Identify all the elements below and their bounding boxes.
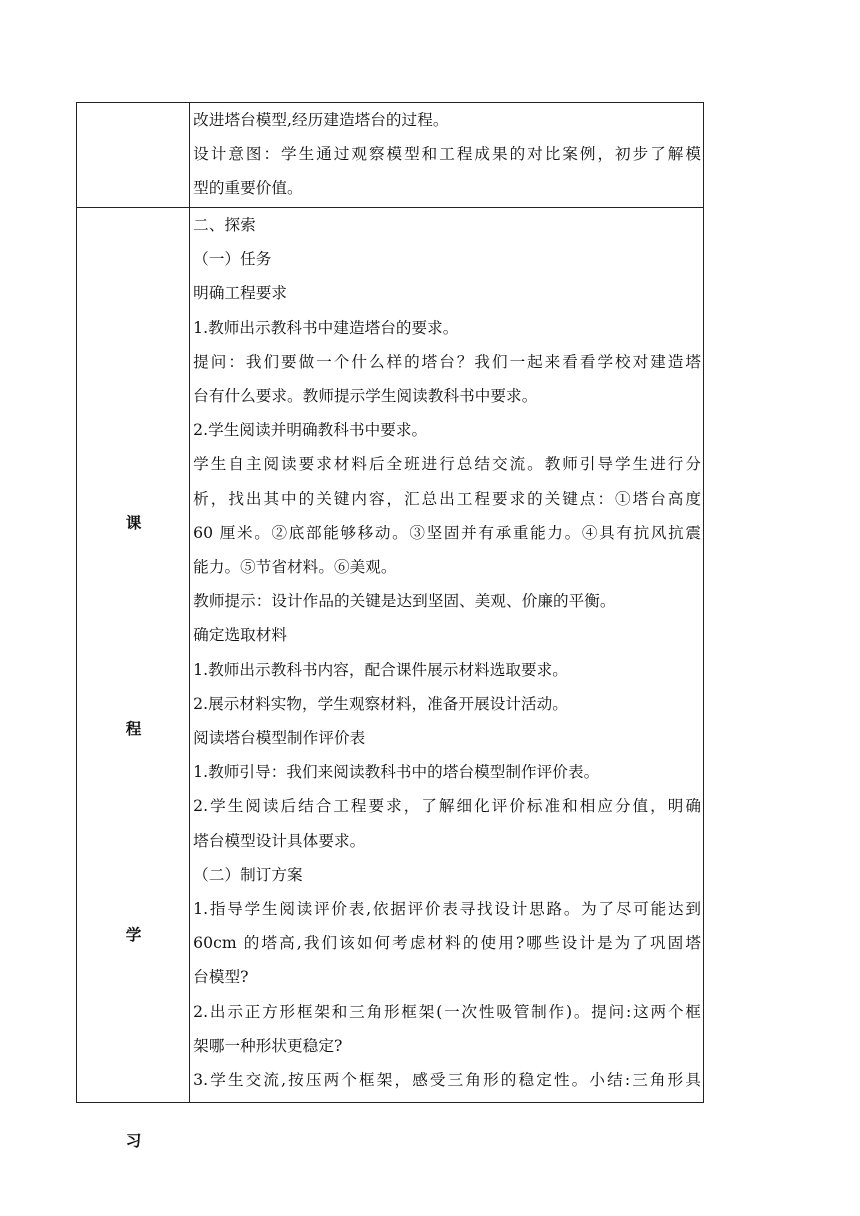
content-cell xyxy=(190,208,704,1103)
text-line: 提问：我们要做一个什么样的塔台？我们一起来看看学校对建造塔 xyxy=(193,352,701,371)
content-cell xyxy=(190,103,704,208)
row-label-char: 学 xyxy=(125,926,142,944)
text-line: 学生自主阅读要求材料后全班进行总结交流。教师引导学生进行分 xyxy=(193,455,701,474)
text-line: 台有什么要求。教师提示学生阅读教科书中要求。 xyxy=(193,387,538,406)
text-line: 设计意图：学生通过观察模型和工程成果的对比案例，初步了解模 xyxy=(193,145,701,164)
text-line: 60 厘米。②底部能够移动。③坚固并有承重能力。④具有抗风抗震 xyxy=(193,523,701,542)
text-line: 教师提示：设计作品的关键是达到坚固、美观、价廉的平衡。 xyxy=(193,592,616,611)
text-line: 1.教师引导：我们来阅读教科书中的塔台模型制作评价表。 xyxy=(193,763,600,782)
text-line: （一）任务 xyxy=(193,250,272,269)
text-line: （二）制订方案 xyxy=(193,865,303,884)
text-line: 改进塔台模型,经历建造塔台的过程。 xyxy=(193,111,449,129)
text-line: 台模型? xyxy=(193,968,249,987)
lesson-plan-table xyxy=(76,102,704,1150)
text-line: 析，找出其中的关键内容，汇总出工程要求的关键点：①塔台高度 xyxy=(193,489,701,508)
text-line: 架哪一种形状更稳定? xyxy=(193,1036,343,1055)
row-label-char: 习 xyxy=(125,1132,142,1150)
row-label-char: 程 xyxy=(125,720,142,738)
table-row xyxy=(77,103,704,208)
text-line: 3.学生交流,按压两个框架，感受三角形的稳定性。小结:三角形具 xyxy=(193,1071,701,1090)
text-line: 2.学生阅读并明确教科书中要求。 xyxy=(193,421,428,440)
text-line: 明确工程要求 xyxy=(193,284,288,303)
text-line: 2.出示正方形框架和三角形框架(一次性吸管制作)。提问:这两个框 xyxy=(193,1002,701,1021)
text-line: 二、探索 xyxy=(193,216,256,234)
row-label-char: 课 xyxy=(125,514,142,532)
text-line: 2.展示材料实物，学生观察材料，准备开展设计活动。 xyxy=(193,694,568,713)
text-line: 1.教师出示教科书内容，配合课件展示材料选取要求。 xyxy=(193,660,568,679)
text-line: 2.学生阅读后结合工程要求，了解细化评价标准和相应分值，明确 xyxy=(193,797,701,816)
row-label-cell xyxy=(77,103,190,208)
text-line: 能力。⑤节省材料。⑥美观。 xyxy=(193,558,397,577)
text-line: 塔台模型设计具体要求。 xyxy=(193,831,366,850)
text-line: 型的重要价值。 xyxy=(193,179,303,198)
table-row xyxy=(77,208,704,1103)
text-line: 1.教师出示教科书中建造塔台的要求。 xyxy=(193,318,459,337)
text-line: 1.指导学生阅读评价表,依据评价表寻找设计思路。为了尽可能达到 xyxy=(193,900,701,919)
text-line: 60cm 的塔高,我们该如何考虑材料的使用?哪些设计是为了巩固塔 xyxy=(193,934,701,953)
text-line: 阅读塔台模型制作评价表 xyxy=(193,729,366,748)
row-label-cell xyxy=(77,208,190,1150)
text-line: 确定选取材料 xyxy=(193,626,288,645)
